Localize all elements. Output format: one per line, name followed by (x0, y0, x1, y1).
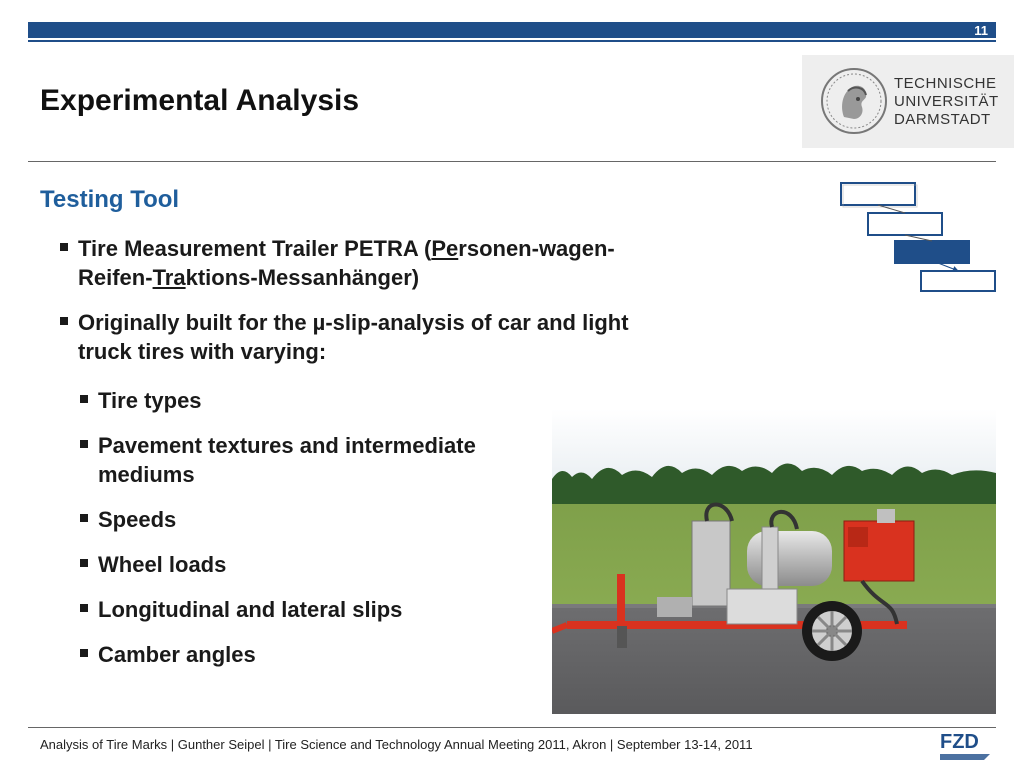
bullet-text: ktions-Messanhänger) (185, 265, 420, 290)
sub-bullet: Camber angles (78, 640, 558, 669)
nav-step-1 (841, 183, 915, 205)
sub-bullet: Wheel loads (78, 550, 558, 579)
main-bullet-list (58, 234, 678, 382)
trailer-photo-illustration (552, 409, 996, 714)
header-underline (28, 40, 996, 42)
sub-bullet: Pavement textures and intermediate mediums (78, 431, 558, 489)
bullet-text: rsonen-wagen-Reifen- (78, 236, 615, 290)
underlined-text: Pe (431, 236, 459, 261)
university-name (894, 75, 999, 129)
university-logo (802, 55, 1014, 148)
nav-step-3-active (895, 241, 969, 263)
fzd-logo (940, 730, 998, 764)
section-subtitle: Testing Tool (40, 186, 180, 213)
footer-text: Analysis of Tire Marks | Gunther Seipel | Tire Science and Technology Annual Meeting 2011, Akron | September 13-14, 2011 (40, 737, 753, 752)
sub-bullet: Tire types (78, 386, 558, 415)
footer-separator (28, 727, 996, 728)
sub-bullet-list (78, 386, 558, 685)
bullet-origin: Originally built for the µ-slip-analysis of car and light truck tires with varying: (58, 308, 678, 366)
minerva-seal-icon (820, 67, 888, 135)
sub-bullet: Longitudinal and lateral slips (78, 595, 518, 624)
slide-title: Experimental Analysis (40, 84, 360, 117)
underlined-text: Tra (152, 265, 186, 290)
petra-trailer-photo (552, 409, 996, 714)
title-separator (28, 161, 996, 162)
fzd-logo-text: FZD (940, 731, 979, 753)
nav-step-4 (921, 271, 995, 291)
sub-bullet: Speeds (78, 505, 558, 534)
header-bar (28, 22, 996, 38)
logo-line: DARMSTADT (894, 111, 991, 128)
page-number: 11 (974, 23, 988, 38)
bullet-text: Tire Measurement Trailer PETRA ( (78, 236, 432, 261)
logo-line: UNIVERSITÄT (894, 93, 999, 110)
bullet-petra (58, 234, 678, 292)
logo-line: TECHNISCHE (894, 75, 997, 92)
section-navigation-diagram (838, 182, 1000, 294)
nav-step-2 (868, 213, 942, 235)
